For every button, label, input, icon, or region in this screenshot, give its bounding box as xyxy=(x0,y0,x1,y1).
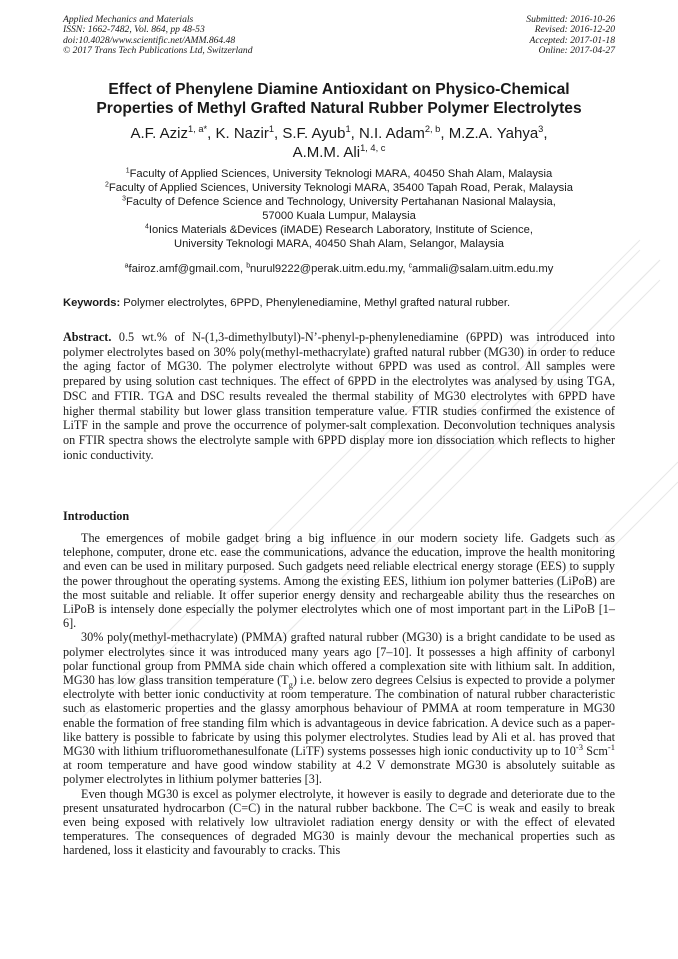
author-affiliation-mark: 2, b xyxy=(424,124,441,134)
author-separator: , xyxy=(350,125,359,142)
email-mark: a xyxy=(124,262,129,270)
affiliation-number: 4 xyxy=(145,223,149,231)
affiliation-text: Faculty of Applied Sciences, University Teknologi MARA, 40450 Shah Alam, Malaysia xyxy=(129,168,553,180)
author-name: N.I. Adam xyxy=(358,125,425,142)
affiliation-text: Faculty of Applied Sciences, University Teknologi MARA, 35400 Tapah Road, Perak, Malaysia xyxy=(108,182,573,195)
author-affiliation-mark: 1 xyxy=(345,124,351,134)
paper-title xyxy=(40,81,638,118)
author-separator: , xyxy=(274,125,283,142)
author-affiliation-mark: 1, 4, c xyxy=(360,143,386,153)
abstract-label: Abstract. xyxy=(63,330,112,344)
title-line-2: Properties of Methyl Grafted Natural Rubber Polymer Electrolytes xyxy=(96,99,582,117)
superscript: -1 xyxy=(607,741,615,752)
author-list xyxy=(40,124,638,162)
keywords xyxy=(63,296,615,310)
author-affiliation-mark: 1, a* xyxy=(188,124,208,134)
date-revised: Revised: 2016-12-20 xyxy=(534,24,615,36)
affiliation-text: Faculty of Defence Science and Technology, University Pertahanan Nasional Malaysia, xyxy=(125,196,556,209)
author-separator: , xyxy=(207,125,216,142)
section-heading: Introduction xyxy=(63,509,130,523)
affiliation-item xyxy=(40,181,638,195)
email-list xyxy=(40,262,638,276)
affiliation-number: 2 xyxy=(105,181,109,189)
author-affiliation-mark: 3 xyxy=(538,124,544,134)
author-separator: , xyxy=(440,125,449,142)
subscript: g xyxy=(288,679,293,690)
date-online: Online: 2017-04-27 xyxy=(538,44,615,56)
journal-info xyxy=(63,15,253,56)
email-address[interactable]: fairoz.amf@gmail.com, xyxy=(128,263,247,275)
paragraph: The emergences of mobile gadget bring a big influence in our modern society life. Gadgets such as telephone, computer, drone etc. ease the communications, advance the education, improve the health monitoring and even can be used in military purposed. Such gadgets need reliable electrical energy storage (EES) to supply the power throughout the operating systems. Among the existing EES, lithium ion polymer batteries (LiPoB) are the most suitable and reliable. It offer superior energy density and rechargeable ability thus the researches on LiPoB is intensely done especially the polymer electrolytes which one of most important part in the LiPoB [1–6]. xyxy=(63,531,615,631)
author-name: S.F. Ayub xyxy=(282,125,346,142)
affiliation-item xyxy=(40,223,638,237)
journal-copyright: © 2017 Trans Tech Publications Ltd, Switzerland xyxy=(63,44,253,56)
email-address[interactable]: ammali@salam.uitm.edu.my xyxy=(412,263,554,275)
journal-doi: doi:10.4028/www.scientific.net/AMM.864.48 xyxy=(63,34,236,46)
journal-issn: ISSN: 1662-7482, Vol. 864, pp 48-53 xyxy=(63,24,205,36)
affiliation-number: 3 xyxy=(122,195,126,203)
author-name: K. Nazir xyxy=(215,125,269,142)
abstract-text: 0.5 wt.% of N-(1,3-dimethylbutyl)-N’-phenyl-p-phenylenediamine (6PPD) was introduced into polymer electrolytes based on 30% poly(methyl-methacrylate) grafted natural rubber (MG30) in order to reduce the aging factor of MG30. The polymer electrolyte without 6PPD was used as control. All samples were prepared by using solution cast techniques. The effect of 6PPD in the electrolytes was analysed by using TGA, DSC and FTIR. TGA and DSC results revealed the thermal stability of MG30 electrolytes with 6PPD have higher thermal stability but lower glass transition temperature value. FTIR studies confirmed the existence of LiTF in the sample and prove the occurrence of polymer-salt complexation. Deconvolution techniques analysis on FTIR spectra shows the electrolyte sample with 6PPD display more ion dissociation which reflects to higher ionic conductivity. xyxy=(63,330,615,462)
introduction-body xyxy=(63,531,615,858)
email-mark: b xyxy=(246,262,251,270)
affiliation-text-continued: University Teknologi MARA, 40450 Shah Alam, Selangor, Malaysia xyxy=(174,238,504,251)
author-name: A.M.M. Ali xyxy=(292,144,361,161)
affiliation-item xyxy=(40,195,638,209)
author-separator: , xyxy=(543,125,548,142)
email-mark: c xyxy=(408,262,413,270)
affiliation-list xyxy=(40,167,638,252)
author-name: M.Z.A. Yahya xyxy=(448,125,539,142)
publication-dates xyxy=(526,15,615,56)
keywords-label: Keywords: xyxy=(63,297,121,309)
author-name: A.F. Aziz xyxy=(130,125,189,142)
affiliation-number: 1 xyxy=(125,167,130,175)
author-affiliation-mark: 1 xyxy=(268,124,274,134)
email-address[interactable]: nurul9222@perak.uitm.edu.my, xyxy=(250,263,409,275)
paragraph: Even though MG30 is excel as polymer electrolyte, it however is easily to degrade and deteriorate due to the present unsaturated hydrocarbon (C=C) in the natural rubber backbone. The C=C is weak and easily to break even being exposed with relatively low ultraviolet radiation energy density or with the effect of elevated temperatures. The consequences of degraded MG30 is mainly devour the mechanical properties such as hardened, loss it elasticity and favourably to cracks. This xyxy=(63,786,615,858)
affiliation-text-continued: 57000 Kuala Lumpur, Malaysia xyxy=(262,210,416,223)
abstract xyxy=(63,330,615,462)
affiliation-text: Ionics Materials &Devices (iMADE) Research Laboratory, Institute of Science, xyxy=(148,224,533,237)
date-submitted: Submitted: 2016-10-26 xyxy=(526,14,615,25)
superscript: -3 xyxy=(575,741,584,752)
paragraph: 30% poly(methyl-methacrylate) (PMMA) grafted natural rubber (MG30) is a bright candidate to be used as polymer electrolytes since it was introduced many years ago [7–10]. It possesses a high affinity of carbonyl polar functional group from PMMA side chain which offered a complexation site with lithium salt. In addition, MG30 has low glass transition temperature $(T_g)$ i.e. below zero degrees Celsius is expected to provide a polymer electrolyte with better ionic conductivity at room temperature. The combination of natural rubber characteristic such as elastomeric properties and the glassy amorphous behaviour of PMMA at room temperature in MG30 enable the formation of free standing film which is advantageous in device fabrication. A device such as a paper-like battery is possible to fabricate by using this polymer electrolytes. Studies lead by Ali et al. has proved that MG30 with lithium trifluoromethanesulfonate (LiTF) systems possesses high ionic conductivity up to $10^{-3}$ Scm$^{-1}$ at room temperature and have good window stability at 4.2 V demonstrate MG30 is absolutely suitable as polymer electrolytes in lithium polymer batteries [3]. xyxy=(63,630,615,787)
keywords-text: Polymer electrolytes, 6PPD, Phenylenediamine, Methyl grafted natural rubber. xyxy=(120,297,511,309)
date-accepted: Accepted: 2017-01-18 xyxy=(529,34,615,46)
journal-name: Applied Mechanics and Materials xyxy=(63,14,194,25)
title-line-1: Effect of Phenylene Diamine Antioxidant on Physico-Chemical xyxy=(108,81,570,98)
affiliation-item xyxy=(40,167,638,181)
